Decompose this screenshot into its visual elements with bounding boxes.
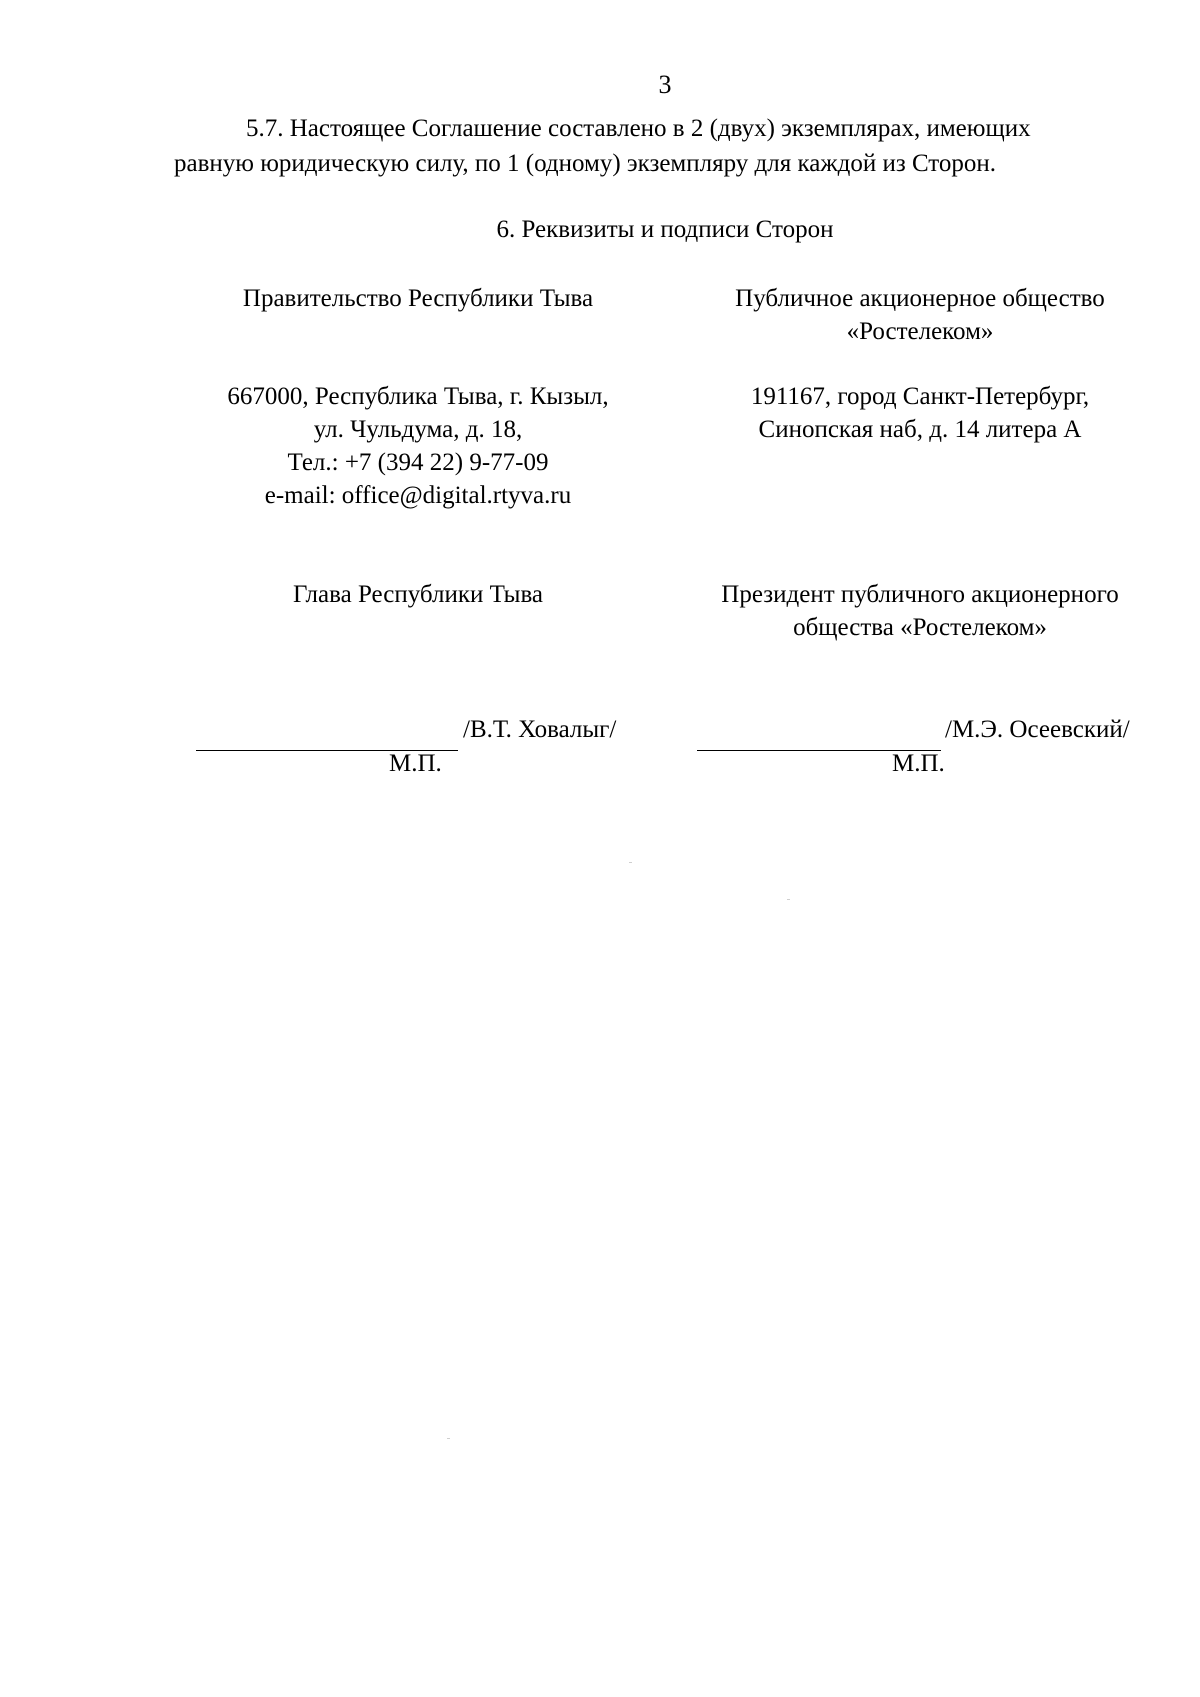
scan-speck — [629, 862, 632, 863]
left-address-line: 667000, Республика Тыва, г. Кызыл, — [227, 383, 609, 410]
right-stamp-label: М.П. — [892, 750, 945, 777]
section-heading: 6. Реквизиты и подписи Сторон — [496, 216, 834, 243]
left-address-line: e-mail: office@digital.rtyva.ru — [264, 482, 572, 509]
right-signatory-name: /М.Э. Осеевский/ — [945, 716, 1130, 743]
left-party-address — [178, 380, 658, 512]
page-number: 3 — [658, 70, 672, 99]
right-party-address — [680, 380, 1160, 446]
right-party-position: Президент публичного акционерного общества «Ростелеком» — [721, 581, 1119, 641]
scan-speck — [787, 899, 790, 900]
right-party-name: Публичное акционерное общество «Ростелеком» — [735, 285, 1105, 345]
clause-5-7-line-2: равную юридическую силу, по 1 (одному) экземпляру для каждой из Сторон. — [174, 150, 997, 177]
left-address-line: Тел.: +7 (394 22) 9-77-09 — [287, 449, 549, 476]
left-party-position: Глава Республики Тыва — [292, 581, 544, 608]
scan-speck — [447, 1438, 450, 1439]
left-signatory-name: /В.Т. Ховалыг/ — [463, 716, 617, 743]
left-address-line: ул. Чульдума, д. 18, — [313, 416, 523, 443]
clause-5-7-line-1: 5.7. Настоящее Соглашение составлено в 2 (двух) экземплярах, имеющих — [246, 115, 1031, 142]
left-stamp-label: М.П. — [389, 750, 442, 777]
left-party-name: Правительство Республики Тыва — [242, 285, 594, 312]
right-address-line: 191167, город Санкт-Петербург, — [750, 383, 1090, 410]
right-address-line: Синопская наб, д. 14 литера А — [758, 416, 1082, 443]
